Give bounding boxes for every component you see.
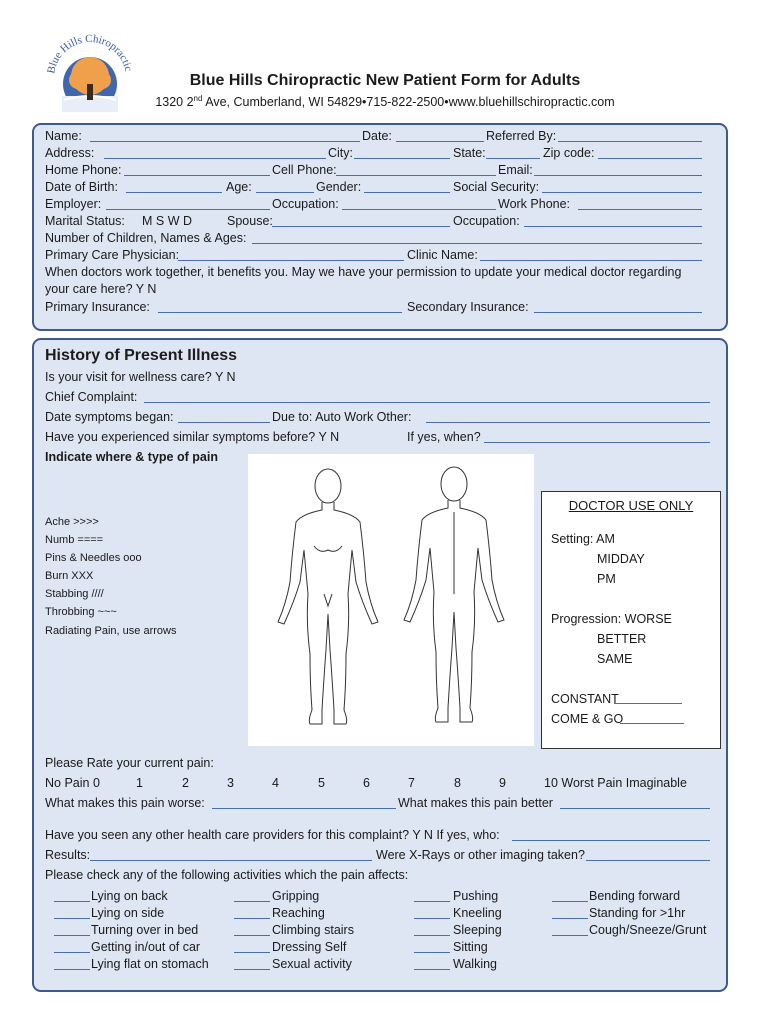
activity-checkbox[interactable] <box>234 935 270 936</box>
referred-by-label: Referred By: <box>486 129 557 143</box>
activity-checkbox[interactable] <box>552 901 588 902</box>
setting-pm[interactable]: PM <box>597 572 616 586</box>
worse-label: What makes this pain worse: <box>45 796 205 810</box>
activity-bending: Bending forward <box>589 889 681 903</box>
progression-worse[interactable]: Progression: WORSE <box>551 612 672 626</box>
activity-pushing: Pushing <box>453 889 499 903</box>
activity-checkbox[interactable] <box>414 969 450 970</box>
indicate-pain-label: Indicate where & type of pain <box>45 450 218 464</box>
activity-checkbox[interactable] <box>234 952 270 953</box>
pain-scale-0[interactable]: No Pain 0 <box>45 776 100 790</box>
primary-insurance-field[interactable] <box>158 312 402 313</box>
pain-type-burn: Burn XXX <box>45 570 94 582</box>
pain-type-stabbing: Stabbing //// <box>45 588 104 600</box>
permission-text: When doctors work together, it benefits you. May we have your permission to update your medical doctor regarding <box>45 265 682 279</box>
address-label: Address: <box>45 146 95 160</box>
similar-symptoms-question[interactable]: Have you experienced similar symptoms before? Y N <box>45 430 340 444</box>
come-go-label: COME & GO <box>551 712 624 726</box>
home-phone-field[interactable] <box>124 175 270 176</box>
activity-checkbox[interactable] <box>54 918 90 919</box>
primary-insurance-label: Primary Insurance: <box>45 300 150 314</box>
occupation-label: Occupation: <box>272 197 339 211</box>
email-label: Email: <box>498 163 533 177</box>
activity-checkbox[interactable] <box>414 901 450 902</box>
setting-midday[interactable]: MIDDAY <box>597 552 645 566</box>
activity-sitting: Sitting <box>453 940 488 954</box>
occupation-field[interactable] <box>342 209 496 210</box>
rate-pain-label: Please Rate your current pain: <box>45 756 214 770</box>
constant-field[interactable] <box>614 703 682 704</box>
pain-scale-1[interactable]: 1 <box>136 776 143 790</box>
name-label: Name: <box>45 129 82 143</box>
other-providers-question[interactable]: Have you seen any other health care providers for this complaint? Y N If yes, who: <box>45 828 500 842</box>
doctor-box-title: DOCTOR USE ONLY <box>568 498 694 513</box>
activity-reaching: Reaching <box>272 906 325 920</box>
xrays-question: Were X-Rays or other imaging taken? <box>376 848 585 862</box>
address-field[interactable] <box>104 158 326 159</box>
pain-scale-3[interactable]: 3 <box>227 776 234 790</box>
spouse-field[interactable] <box>272 226 450 227</box>
activity-checkbox[interactable] <box>552 935 588 936</box>
better-field[interactable] <box>560 808 710 809</box>
form-title: Blue Hills Chiropractic New Patient Form for Adults <box>189 72 581 89</box>
activity-car: Getting in/out of car <box>91 940 201 954</box>
due-to-other-field[interactable] <box>426 422 710 423</box>
wellness-question[interactable]: Is your visit for wellness care? Y N <box>45 370 236 384</box>
results-field[interactable] <box>90 860 372 861</box>
activity-sexual: Sexual activity <box>272 957 352 971</box>
name-field[interactable] <box>90 141 360 142</box>
clinic-label: Clinic Name: <box>407 248 478 262</box>
clinic-field[interactable] <box>480 260 702 261</box>
dob-label: Date of Birth: <box>45 180 118 194</box>
pain-type-ache: Ache >>>> <box>45 516 99 528</box>
date-began-field[interactable] <box>178 422 270 423</box>
state-label: State: <box>453 146 486 160</box>
gender-label: Gender: <box>316 180 362 194</box>
activity-cough: Cough/Sneeze/Grunt <box>589 923 707 937</box>
activity-checkbox[interactable] <box>234 969 270 970</box>
employer-field[interactable] <box>106 209 270 210</box>
secondary-insurance-label: Secondary Insurance: <box>407 300 529 314</box>
pcp-field[interactable] <box>178 260 404 261</box>
activity-turning-over: Turning over in bed <box>91 923 199 937</box>
spouse-occupation-field[interactable] <box>524 226 702 227</box>
pain-scale-7[interactable]: 7 <box>408 776 415 790</box>
logo-text: Blue Hills Chiropractic <box>45 32 135 75</box>
come-go-field[interactable] <box>620 723 684 724</box>
activity-checkbox[interactable] <box>234 901 270 902</box>
pain-type-throbbing: Throbbing ~~~ <box>45 606 117 618</box>
due-to-label[interactable]: Due to: Auto Work Other: <box>272 410 412 424</box>
spouse-occupation-label: Occupation: <box>453 214 520 228</box>
pain-type-pins: Pins & Needles ooo <box>45 552 142 564</box>
work-phone-field[interactable] <box>578 209 702 210</box>
clinic-address: 1320 2nd Ave, Cumberland, WI 54829•715-822-2500•www.bluehillschiropractic.com <box>155 94 615 110</box>
cell-phone-field[interactable] <box>336 175 496 176</box>
activity-checkbox[interactable] <box>54 935 90 936</box>
date-began-label: Date symptoms began: <box>45 410 174 424</box>
xrays-field[interactable] <box>586 860 710 861</box>
progression-better[interactable]: BETTER <box>597 632 647 646</box>
other-providers-field[interactable] <box>512 840 710 841</box>
work-phone-label: Work Phone: <box>498 197 571 211</box>
activity-standing: Standing for >1hr <box>589 906 686 920</box>
pain-type-numb: Numb ==== <box>45 534 104 546</box>
activity-checkbox[interactable] <box>234 918 270 919</box>
pain-scale-5[interactable]: 5 <box>318 776 325 790</box>
body-front-icon <box>278 469 378 724</box>
children-field[interactable] <box>252 243 702 244</box>
activity-dressing: Dressing Self <box>272 940 347 954</box>
activity-checkbox[interactable] <box>414 918 450 919</box>
pain-scale-10[interactable]: 10 Worst Pain Imaginable <box>544 776 687 790</box>
activity-checkbox[interactable] <box>54 952 90 953</box>
marital-label: Marital Status: <box>45 214 125 228</box>
pain-type-radiating: Radiating Pain, use arrows <box>45 625 177 637</box>
body-back-icon <box>404 467 504 722</box>
doctor-use-box <box>541 491 721 749</box>
city-field[interactable] <box>354 158 450 159</box>
check-activities-label: Please check any of the following activities which the pain affects: <box>45 868 409 882</box>
age-label: Age: <box>226 180 252 194</box>
pain-scale-6[interactable]: 6 <box>363 776 370 790</box>
marital-options[interactable]: M S W D <box>142 214 192 228</box>
activity-kneeling: Kneeling <box>453 906 502 920</box>
chief-complaint-field[interactable] <box>144 402 710 403</box>
date-label: Date: <box>362 129 392 143</box>
permission-answer[interactable]: your care here? Y N <box>45 282 157 296</box>
chief-complaint-label: Chief Complaint: <box>45 390 138 404</box>
activity-stairs: Climbing stairs <box>272 923 354 937</box>
age-field[interactable] <box>256 192 314 193</box>
children-label: Number of Children, Names & Ages: <box>45 231 247 245</box>
activity-checkbox[interactable] <box>414 952 450 953</box>
gender-field[interactable] <box>364 192 450 193</box>
results-label: Results: <box>45 848 91 862</box>
home-phone-label: Home Phone: <box>45 163 122 177</box>
activity-checkbox[interactable] <box>414 935 450 936</box>
ssn-field[interactable] <box>542 192 702 193</box>
activity-lying-back: Lying on back <box>91 889 168 903</box>
city-label: City: <box>328 146 353 160</box>
activity-checkbox[interactable] <box>552 918 588 919</box>
pcp-label: Primary Care Physician: <box>45 248 180 262</box>
activity-walking: Walking <box>453 957 497 971</box>
state-field[interactable] <box>486 158 540 159</box>
activity-sleeping: Sleeping <box>453 923 502 937</box>
date-field[interactable] <box>396 141 484 142</box>
secondary-insurance-field[interactable] <box>534 312 702 313</box>
setting-am[interactable]: Setting: AM <box>551 532 615 546</box>
body-diagram[interactable] <box>248 454 534 746</box>
cell-phone-label: Cell Phone: <box>272 163 337 177</box>
ssn-label: Social Security: <box>453 180 540 194</box>
better-label: What makes this pain better <box>398 796 553 810</box>
if-yes-when-field[interactable] <box>484 442 710 443</box>
pain-scale-9[interactable]: 9 <box>499 776 506 790</box>
constant-label: CONSTANT <box>551 692 619 706</box>
zip-field[interactable] <box>598 158 702 159</box>
activity-lying-side: Lying on side <box>91 906 165 920</box>
activity-checkbox[interactable] <box>54 901 90 902</box>
referred-by-field[interactable] <box>558 141 702 142</box>
spouse-label: Spouse: <box>227 214 273 228</box>
if-yes-when-label: If yes, when? <box>407 430 481 444</box>
activity-gripping: Gripping <box>272 889 320 903</box>
patient-info-panel <box>32 123 728 331</box>
activity-lying-stomach: Lying flat on stomach <box>91 957 209 971</box>
pain-scale-2[interactable]: 2 <box>182 776 189 790</box>
progression-same[interactable]: SAME <box>597 652 633 666</box>
activity-checkbox[interactable] <box>54 969 90 970</box>
pain-scale-8[interactable]: 8 <box>454 776 461 790</box>
history-heading: History of Present Illness <box>45 347 238 364</box>
dob-field[interactable] <box>126 192 222 193</box>
zip-label: Zip code: <box>543 146 595 160</box>
worse-field[interactable] <box>212 808 396 809</box>
email-field[interactable] <box>534 175 702 176</box>
pain-scale-4[interactable]: 4 <box>272 776 279 790</box>
employer-label: Employer: <box>45 197 102 211</box>
